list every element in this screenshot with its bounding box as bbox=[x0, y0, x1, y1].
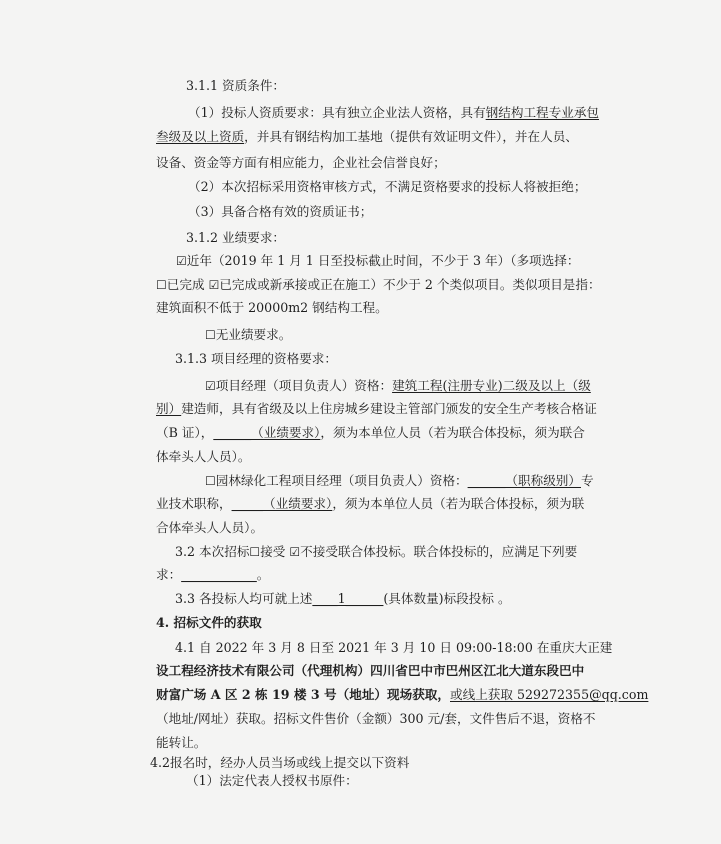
pm-text-2: 建造师，具有省级及以上住房城乡建设主管部门颁发的安全生产考核合格证 bbox=[181, 401, 597, 416]
checked-box-icon: ☑ bbox=[208, 278, 220, 292]
section-3-1-2-heading: 3.1.2 业绩要求： bbox=[186, 230, 286, 245]
online-contact: 或线上获取 529272355@qq.com bbox=[450, 687, 649, 702]
unchecked-box-icon: ☐ bbox=[205, 328, 216, 342]
garden-pm-line-2 bbox=[156, 495, 584, 513]
section-3-1-1-heading: 3.1.1 资质条件： bbox=[186, 78, 286, 93]
garden-pm-text-1b: 专 bbox=[580, 473, 594, 488]
unchecked-box-icon: ☐ bbox=[249, 545, 261, 559]
performance-line-2 bbox=[156, 276, 601, 294]
section-4-2-line: 4.2报名时，经办人员当场或线上提交以下资料 bbox=[150, 755, 410, 770]
qualification-requirement-line-1 bbox=[188, 104, 599, 122]
no-performance-line bbox=[205, 326, 291, 344]
qualification-level-underlined: 叁级及以上资质 bbox=[156, 129, 245, 144]
section-4-heading: 4. 招标文件的获取 bbox=[156, 615, 262, 630]
qualification-underlined: 钢结构工程专业承包 bbox=[485, 105, 600, 120]
pm-qualification-line-2 bbox=[156, 400, 597, 418]
section-3-3-text-a: 3.3 各投标人均可就上述 bbox=[175, 591, 313, 606]
performance-text-2: 已完成或新承接或正在施工）不少于 2 个类似项目。类似项目是指： bbox=[219, 277, 601, 292]
section-4-1-line-1: 4.1 自 2022 年 3 月 8 日至 2021 年 3 月 10 日 09:00-18:00 在重庆大正建 bbox=[175, 640, 613, 655]
garden-pm-line-3: 合体牵头人人员）。 bbox=[156, 520, 264, 535]
section-4-1-line-5: 能转让。 bbox=[156, 735, 207, 750]
checked-box-icon: ☑ bbox=[289, 545, 301, 559]
no-performance-text: 无业绩要求。 bbox=[215, 327, 292, 342]
qualification-requirement-line-3: 设备、资金等方面有相应能力，企业社会信誉良好； bbox=[156, 155, 446, 170]
lot-count-blank: ____1______ bbox=[312, 591, 384, 606]
garden-pm-text-2b: ，须为本单位人员（若为联合体投标，须为联 bbox=[332, 496, 585, 511]
pm-qualification-line-3 bbox=[156, 424, 585, 442]
qualification-text: （1）投标人资质要求：具有独立企业法人资格，具有 bbox=[188, 105, 486, 120]
pm-text-3a: （B 证）， bbox=[156, 425, 214, 440]
performance-text-1: 近年（2019 年 1 月 1 日至投标截止时间，不少于 3 年）（多项选择： bbox=[186, 253, 580, 268]
completed-option: 已完成 bbox=[166, 277, 205, 292]
joint-bid-text-a: 3.2 本次招标 bbox=[175, 544, 250, 559]
garden-pm-text-1: 园林绿化工程项目经理（项目负责人）资格： bbox=[215, 473, 468, 488]
pm-text-3b: ，须为本单位人员（若为联合体投标，须为联合 bbox=[320, 425, 585, 440]
title-level-blank: ______（职称级别） bbox=[467, 473, 581, 488]
section-4-1-line-3 bbox=[156, 686, 648, 704]
pm-level-underlined-end: 别） bbox=[156, 401, 182, 416]
joint-bid-line-1 bbox=[175, 543, 577, 561]
unchecked-box-icon: ☐ bbox=[205, 474, 216, 488]
performance-line-1 bbox=[176, 252, 579, 270]
qualification-text-2: ，并具有钢结构加工基地（提供有效证明文件），并在人员、 bbox=[244, 129, 578, 144]
joint-bid-text-c: 不接受联合体投标。联合体投标的，应满足下列要 bbox=[300, 544, 578, 559]
section-4-1-line-2: 设工程经济技术有限公司（代理机构）四川省巴中市巴州区江北大道东段巴中 bbox=[156, 663, 585, 678]
joint-bid-req-label: 求： bbox=[156, 567, 182, 582]
joint-bid-line-2 bbox=[156, 566, 269, 584]
joint-bid-blank: ____________ bbox=[181, 567, 257, 582]
pm-level-underlined: 建筑工程(注册专业)二级及以上（级 bbox=[392, 378, 591, 393]
section-3-1-3-heading: 3.1.3 项目经理的资格要求： bbox=[175, 351, 337, 366]
accept-option: 接受 bbox=[260, 544, 286, 559]
performance-line-3: 建筑面积不低于 20000m2 钢结构工程。 bbox=[156, 300, 388, 315]
certificate-line: （3）具备合格有效的资质证书； bbox=[188, 204, 373, 219]
pm-qualification-line-4: 体牵头人人员）。 bbox=[156, 449, 251, 464]
section-4-1-line-4: （地址/网址）获取。招标文件售价（金额）300 元/套，文件售后不退，资格不 bbox=[156, 711, 596, 726]
checked-box-icon: ☑ bbox=[176, 254, 187, 268]
section-3-3-text-b: (具体数量)标段投标 。 bbox=[383, 591, 511, 606]
section-3-3-line bbox=[175, 590, 511, 608]
joint-bid-end: 。 bbox=[256, 567, 270, 582]
review-method-line: （2）本次招标采用资格审核方式，不满足资格要求的投标人将被拒绝； bbox=[188, 179, 587, 194]
pm-performance-blank: ______（业绩要求） bbox=[213, 425, 321, 440]
pm-text-1: 项目经理（项目负责人）资格： bbox=[215, 378, 393, 393]
address-text: 财富广场 A 区 2 栋 19 楼 3 号（地址）现场获取， bbox=[156, 687, 450, 702]
authorization-letter-line: （1）法定代表人授权书原件： bbox=[186, 773, 358, 788]
unchecked-box-icon: ☐ bbox=[156, 278, 167, 292]
garden-pm-line-1 bbox=[205, 472, 594, 490]
garden-performance-blank: _____（业绩要求） bbox=[231, 496, 333, 511]
checked-box-icon: ☑ bbox=[205, 379, 216, 393]
garden-pm-text-2a: 业技术职称， bbox=[156, 496, 232, 511]
qualification-requirement-line-2 bbox=[156, 128, 578, 146]
pm-qualification-line-1 bbox=[205, 377, 591, 395]
